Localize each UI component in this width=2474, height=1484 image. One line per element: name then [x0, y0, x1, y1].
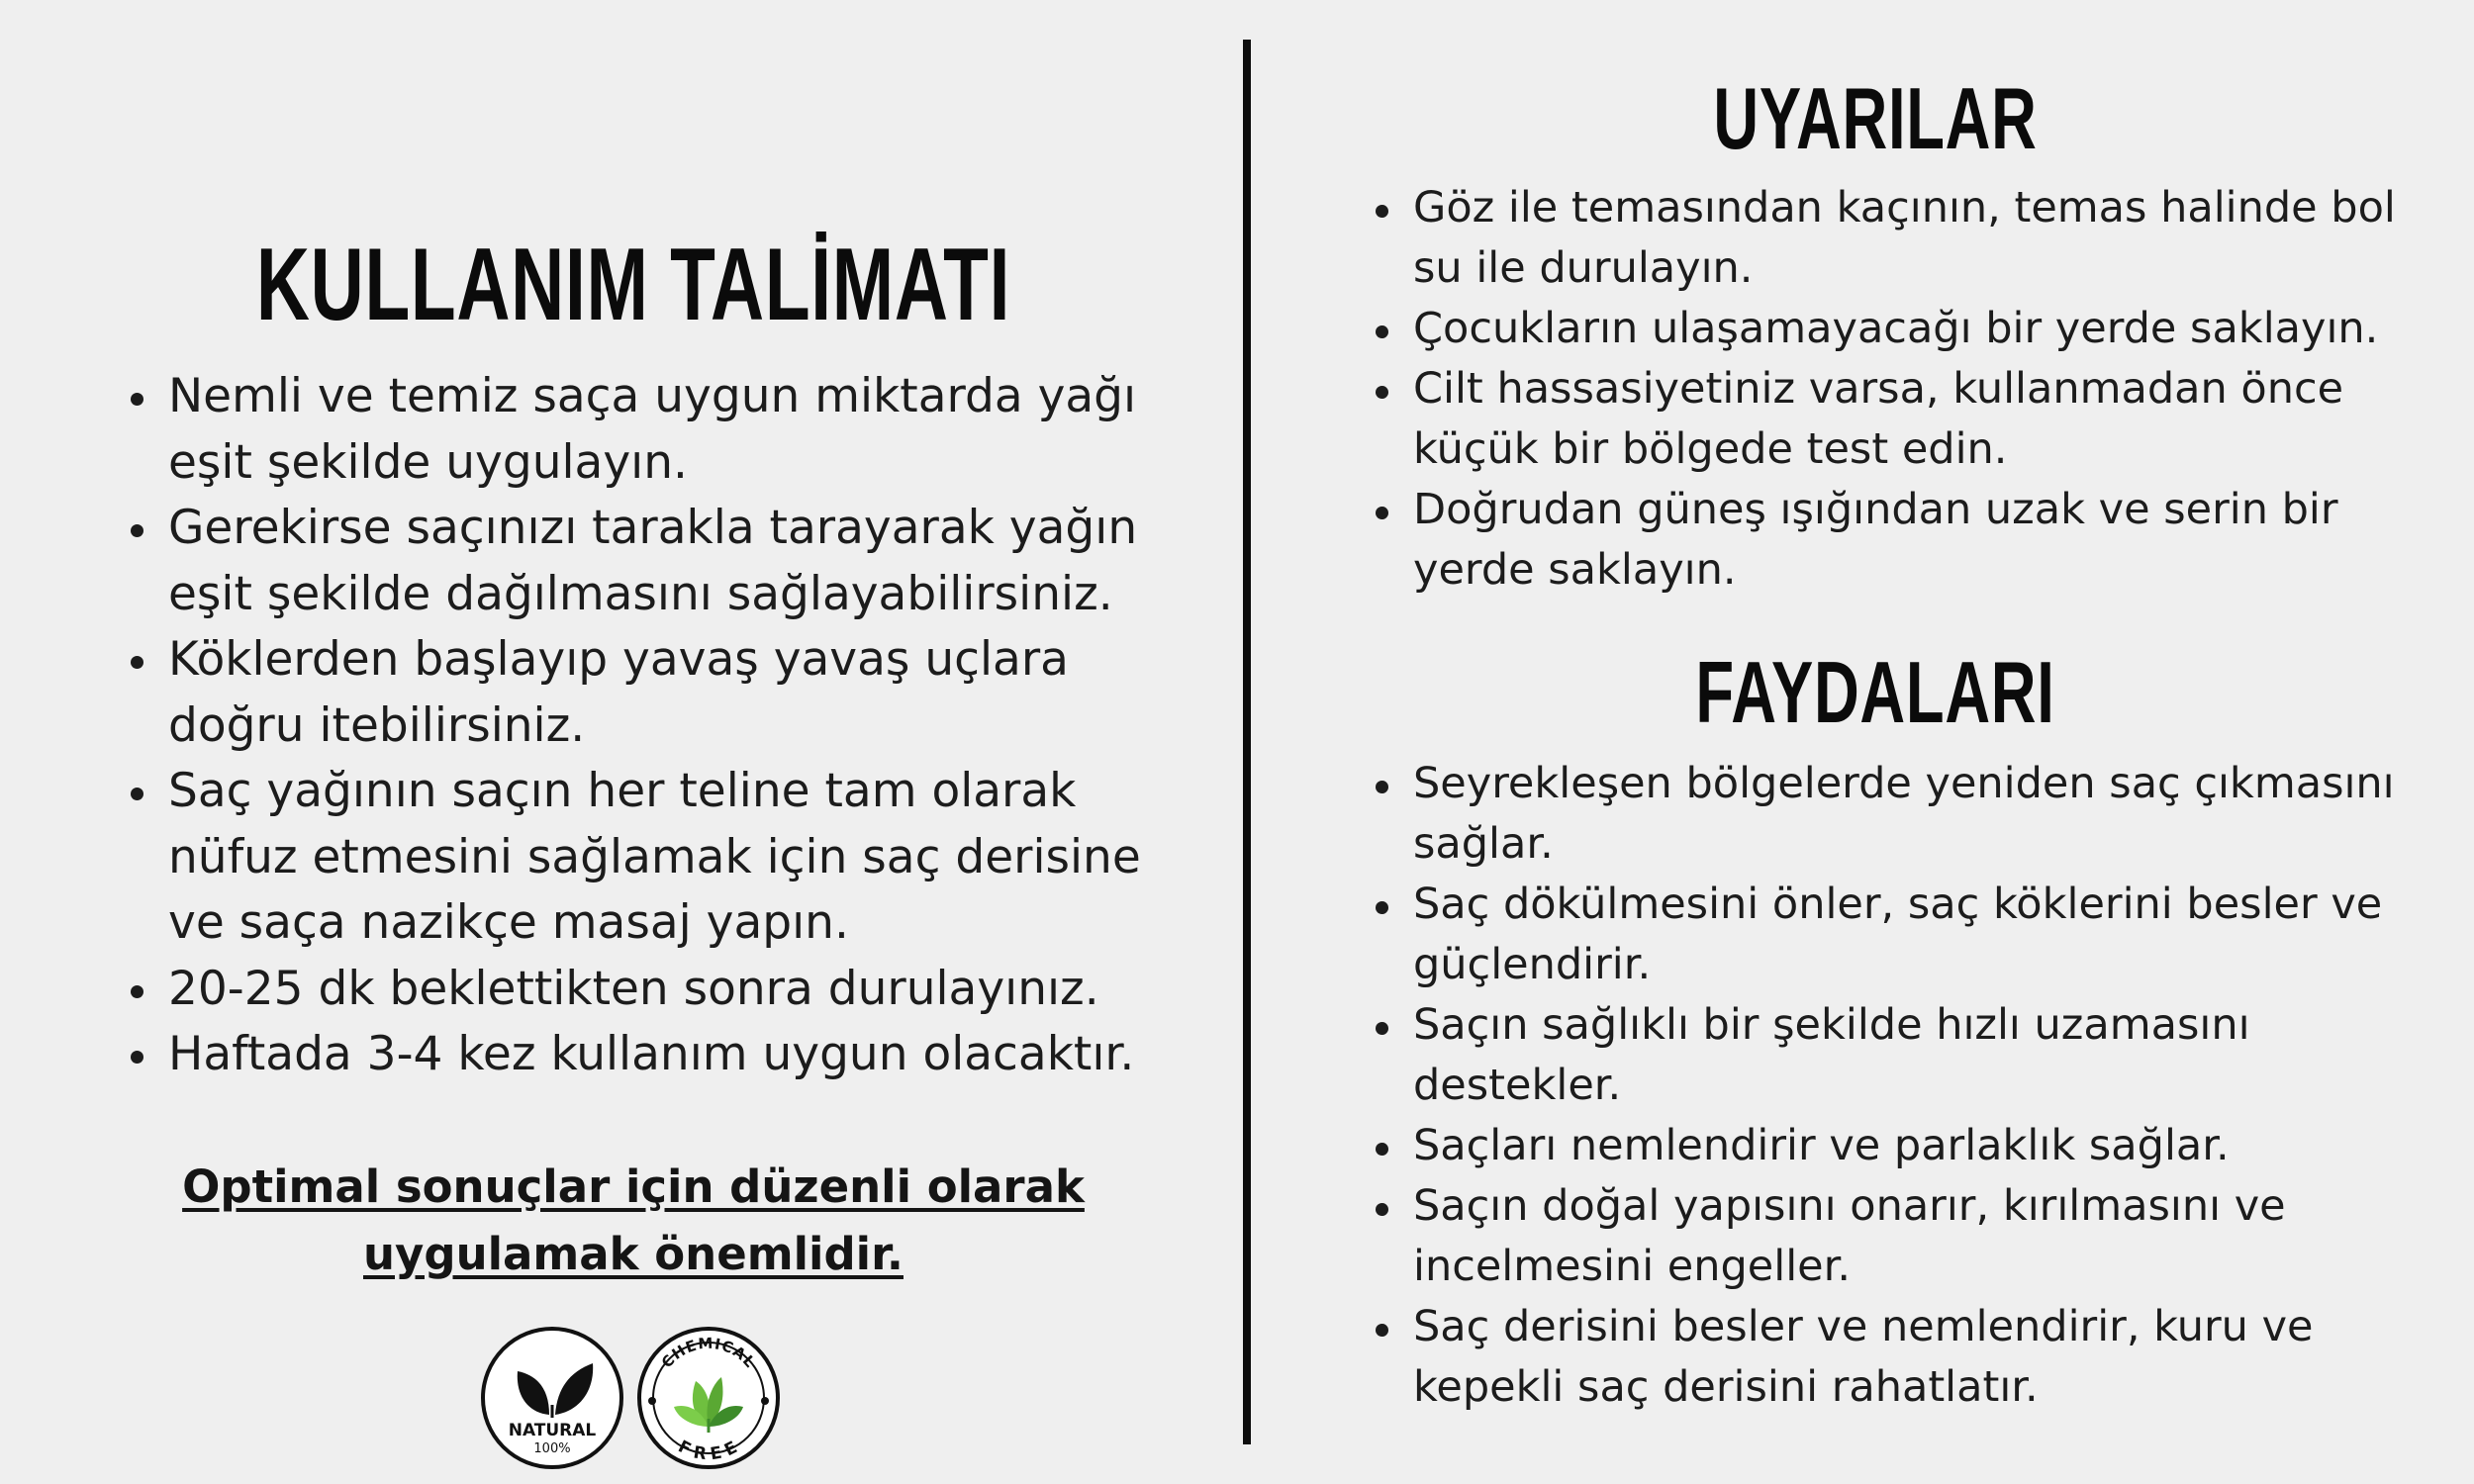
warning-item: Göz ile temasından kaçının, temas halinde bol su ile durulayın.	[1413, 178, 2423, 299]
benefit-item: Saç dökülmesini önler, saç köklerini besler ve güçlendirir.	[1413, 875, 2423, 995]
warnings-list	[1413, 178, 2423, 601]
instructions-title: KULLANIM TALİMATI	[255, 228, 1011, 342]
warnings-title: UYARILAR	[1713, 69, 2038, 167]
instruction-item: Nemli ve temiz saça uygun miktarda yağı eşit şekilde uygulayın.	[168, 364, 1207, 496]
warning-item: Doğrudan güneş ışığından uzak ve serin bir yerde saklayın.	[1413, 480, 2423, 601]
natural-label: NATURAL	[508, 1421, 597, 1440]
benefit-item: Seyrekleşen bölgelerde yeniden saç çıkmasını sağlar.	[1413, 754, 2423, 875]
benefit-item: Saçın sağlıklı bir şekilde hızlı uzamasını destekler.	[1413, 995, 2423, 1116]
warning-item: Cilt hassasiyetiniz varsa, kullanmadan önce küçük bir bölgede test edin.	[1413, 359, 2423, 480]
benefits-list	[1413, 754, 2423, 1418]
benefit-item: Saçları nemlendirir ve parlaklık sağlar.	[1413, 1116, 2423, 1176]
benefit-item: Saçın doğal yapısını onarır, kırılmasını ve incelmesini engeller.	[1413, 1176, 2423, 1297]
usage-note: Optimal sonuçlar için düzenli olarak uygulamak önemlidir.	[182, 1160, 1085, 1280]
natural-100-badge	[478, 1324, 626, 1472]
benefit-item: Saç derisini besler ve nemlendirir, kuru ve kepekli saç derisini rahatlatır.	[1413, 1297, 2423, 1418]
chemical-label: CHEMICAL	[657, 1334, 760, 1372]
instruction-item: 20-25 dk beklettikten sonra durulayınız.	[168, 957, 1207, 1023]
instructions-list	[168, 364, 1207, 1088]
chemical-free-badge	[634, 1324, 783, 1472]
instruction-item: Gerekirse saçınızı tarakla tarayarak yağın eşit şekilde dağılmasını sağlayabilirsiniz.	[168, 496, 1207, 627]
column-divider	[1243, 40, 1251, 1444]
natural-percent: 100%	[533, 1441, 571, 1456]
free-label: FREE	[674, 1437, 743, 1465]
instruction-item: Haftada 3-4 kez kullanım uygun olacaktır.	[168, 1022, 1207, 1088]
benefits-title: FAYDALARI	[1695, 643, 2055, 741]
instruction-item: Köklerden başlayıp yavaş yavaş uçlara doğru itebilirsiniz.	[168, 627, 1207, 759]
instruction-item: Saç yağının saçın her teline tam olarak nüfuz etmesini sağlamak için saç derisine ve saça nazikçe masaj yapın.	[168, 759, 1207, 957]
warning-item: Çocukların ulaşamayacağı bir yerde saklayın.	[1413, 299, 2423, 359]
